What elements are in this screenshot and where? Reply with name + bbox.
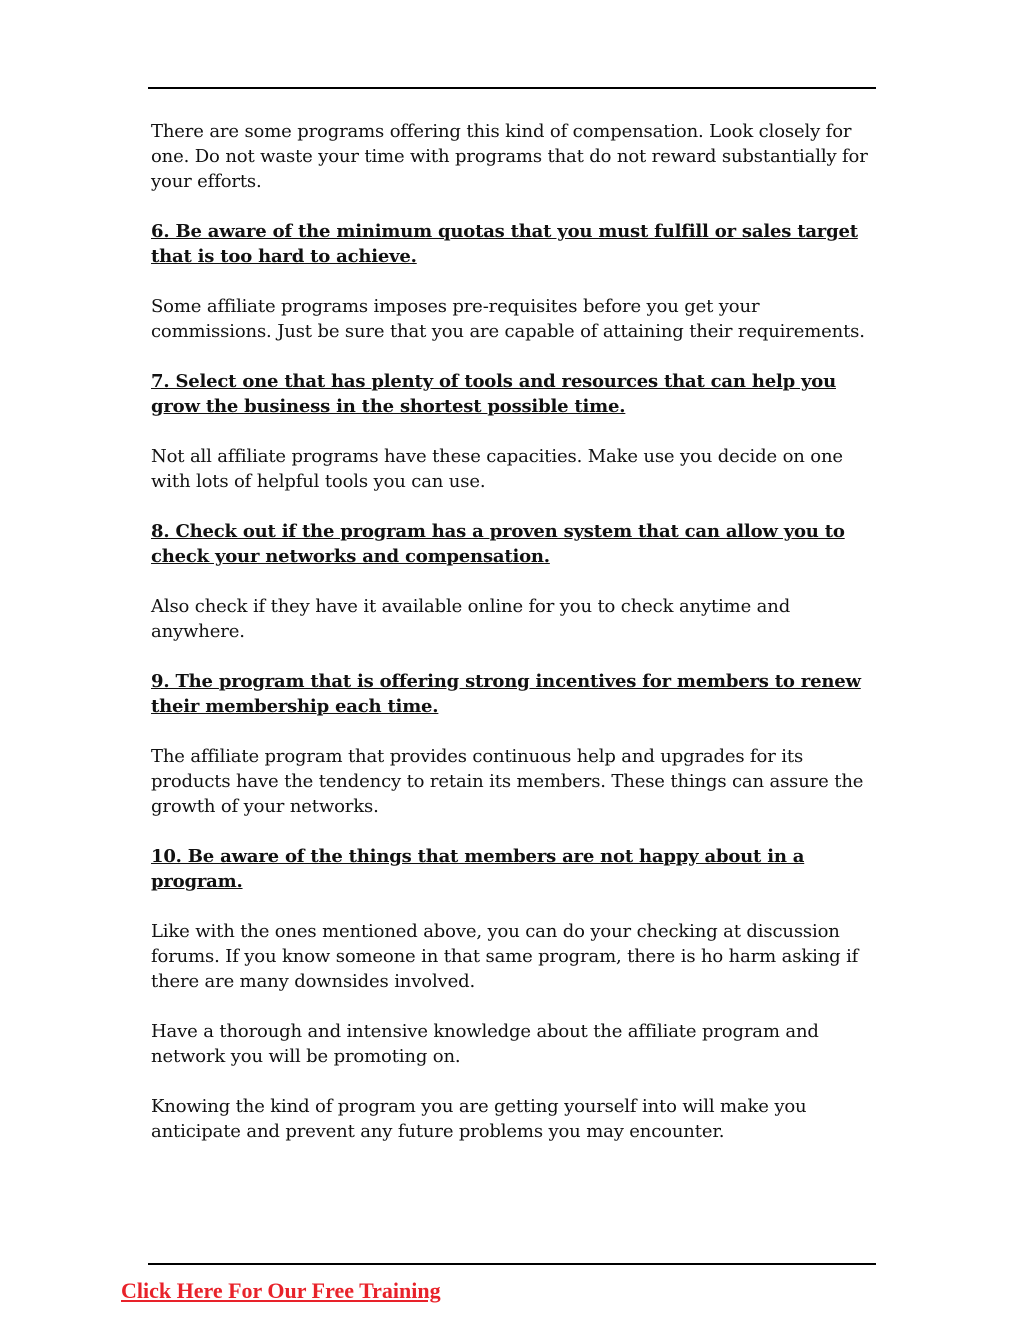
paragraph-retention: The affiliate program that provides continuous help and upgrades for its products have the tendency to retain its members. These things can assure the growth of your networks. xyxy=(151,746,864,817)
document-body xyxy=(151,119,875,1169)
free-training-link[interactable]: Click Here For Our Free Training xyxy=(121,1278,441,1303)
footer-rule xyxy=(148,1263,876,1265)
header-rule xyxy=(148,87,876,89)
heading-item-9: 9. The program that is offering strong incentives for members to renew their membership each time. xyxy=(151,671,861,717)
paragraph-compensation: There are some programs offering this kind of compensation. Look closely for one. Do not waste your time with programs that do not reward substantially for your efforts. xyxy=(151,121,868,192)
heading-item-8: 8. Check out if the program has a proven system that can allow you to check your networks and compensation. xyxy=(151,521,845,567)
paragraph-prerequisites: Some affiliate programs imposes pre-requisites before you get your commissions. Just be sure that you are capable of attaining their requirements. xyxy=(151,296,865,342)
heading-item-10: 10. Be aware of the things that members are not happy about in a program. xyxy=(151,846,805,892)
paragraph-knowledge: Have a thorough and intensive knowledge about the affiliate program and network you will be promoting on. xyxy=(151,1021,819,1067)
paragraph-conclusion: Knowing the kind of program you are getting yourself into will make you anticipate and prevent any future problems you may encounter. xyxy=(151,1096,807,1142)
paragraph-forums: Like with the ones mentioned above, you can do your checking at discussion forums. If you know someone in that same program, there is ho harm asking if there are many downsides involved. xyxy=(151,921,859,992)
heading-item-7: 7. Select one that has plenty of tools and resources that can help you grow the business in the shortest possible time. xyxy=(151,371,836,417)
paragraph-tools: Not all affiliate programs have these capacities. Make use you decide on one with lots of helpful tools you can use. xyxy=(151,446,843,492)
paragraph-online-check: Also check if they have it available online for you to check anytime and anywhere. xyxy=(151,596,791,642)
heading-item-6: 6. Be aware of the minimum quotas that you must fulfill or sales target that is too hard to achieve. xyxy=(151,221,858,267)
